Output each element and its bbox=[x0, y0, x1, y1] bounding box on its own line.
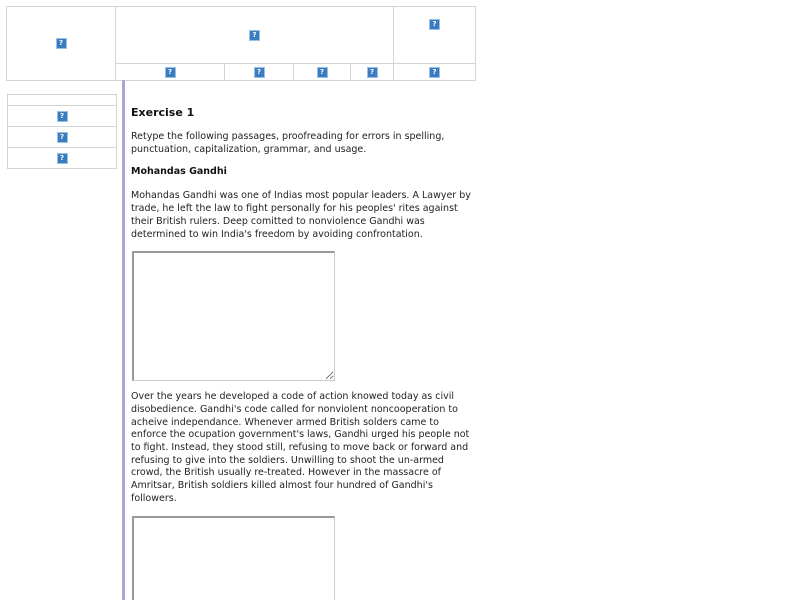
broken-image-icon: ? bbox=[165, 67, 176, 78]
nav-item-4[interactable] bbox=[350, 63, 394, 81]
section-subtitle: Mohandas Gandhi bbox=[131, 166, 227, 178]
header-right-spacer-cell bbox=[393, 41, 476, 64]
sidebar-item-2[interactable] bbox=[7, 126, 117, 148]
page-title: Exercise 1 bbox=[131, 106, 195, 119]
sidebar-item-1[interactable] bbox=[7, 105, 117, 127]
broken-image-icon[interactable]: ? bbox=[249, 30, 260, 41]
passage-1: Mohandas Gandhi was one of Indias most popular leaders. A Lawyer by trade, he left the law to fight personally for his peoples' rites against their British rulers. Deep comitted to nonviolence Gandhi was determined to win India's freedom by avoiding confrontation. bbox=[131, 190, 471, 240]
content-divider bbox=[122, 80, 125, 600]
broken-image-icon: ? bbox=[57, 153, 68, 164]
nav-item-1[interactable] bbox=[115, 63, 225, 81]
header-top-right-cell bbox=[393, 6, 476, 42]
nav-item-3[interactable] bbox=[293, 63, 351, 81]
answer-textarea-2[interactable] bbox=[132, 516, 335, 600]
instructions-text: Retype the following passages, proofreading for errors in spelling, punctuation, capitalization, grammar, and usage. bbox=[131, 131, 445, 155]
broken-image-icon: ? bbox=[254, 67, 265, 78]
header-logo-cell bbox=[6, 6, 116, 81]
nav-item-5[interactable] bbox=[393, 63, 476, 81]
broken-image-icon[interactable]: ? bbox=[429, 19, 440, 30]
broken-image-icon: ? bbox=[367, 67, 378, 78]
passage-2: Over the years he developed a code of action knowed today as civil disobedience. Gandhi's code called for nonviolent noncooperation to acheive independance. Whenever armed British solders came to enforce the ocupation government's laws, Gandhi urged his people not to fight. Instead, they stood still, refusing to move back or forward and refusing to give into the soldiers. Unwilling to shoot the un-armed crowd, the British usually re-treated. However in the massacre of Amritsar, British soldiers killed almost four hundred of Gandhi's followers. bbox=[131, 391, 470, 504]
answer-textarea-1[interactable] bbox=[132, 251, 335, 381]
broken-image-icon[interactable]: ? bbox=[56, 38, 67, 49]
header-banner-cell bbox=[115, 6, 394, 64]
broken-image-icon: ? bbox=[57, 132, 68, 143]
sidebar-item-3[interactable] bbox=[7, 147, 117, 169]
broken-image-icon: ? bbox=[317, 67, 328, 78]
broken-image-icon: ? bbox=[57, 111, 68, 122]
main-content bbox=[131, 100, 471, 600]
broken-image-icon: ? bbox=[429, 67, 440, 78]
nav-item-2[interactable] bbox=[224, 63, 294, 81]
